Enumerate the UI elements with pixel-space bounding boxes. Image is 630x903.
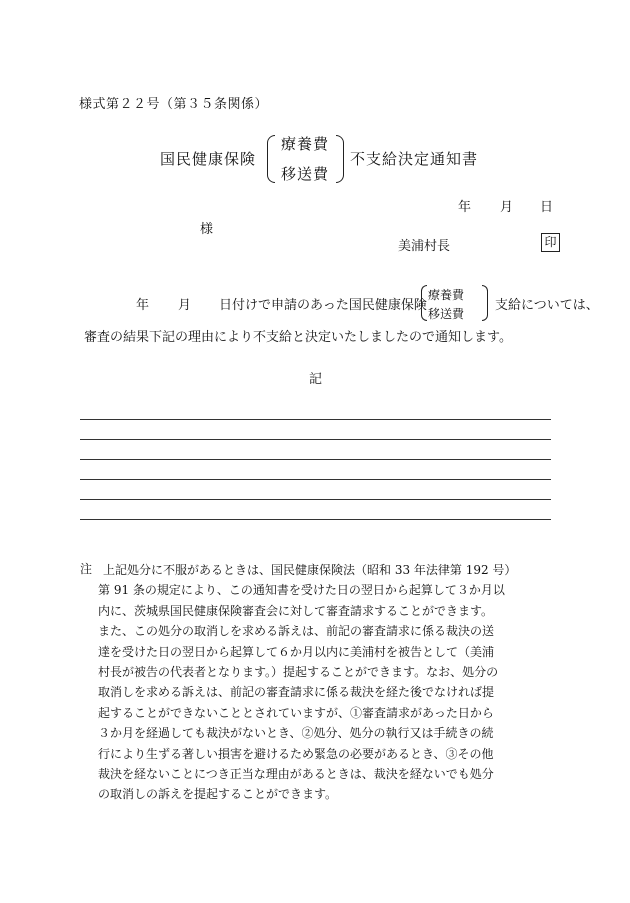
- date-year-label: 年: [458, 200, 472, 215]
- note-line: 起することができないこととされていますが、①審査請求があった日から: [98, 705, 494, 720]
- title-prefix: 国民健康保険: [160, 150, 257, 168]
- note-line: 行により生ずる著しい損害を避けるため緊急の必要があるとき、③その他: [98, 746, 494, 761]
- date-month-label: 月: [500, 200, 514, 215]
- reason-line: [80, 519, 551, 520]
- title-option-medical-expense: 療養費: [281, 135, 330, 153]
- note-line: 上記処分に不服があるときは、国民健康保険法（昭和 33 年法律第 192 号）: [103, 563, 517, 577]
- body-right-brace: [482, 285, 488, 321]
- reason-line: [80, 499, 551, 500]
- reason-line: [80, 439, 551, 440]
- body-line-2: 審査の結果下記の理由により不支給と決定いたしましたので通知します。: [84, 330, 512, 345]
- sender-title: 美浦村長: [398, 239, 451, 254]
- reason-line: [80, 419, 551, 420]
- note-line: また、この処分の取消しを求める訴えは、前記の審査請求に係る裁決の送: [98, 624, 495, 639]
- reason-line: [80, 479, 551, 480]
- title-suffix: 不支給決定通知書: [350, 150, 479, 168]
- title-option-transport-expense: 移送費: [281, 165, 330, 183]
- body-year-label: 年: [136, 298, 150, 313]
- note-line: 内に、茨城県国民健康保険審査会に対して審査請求することができます。: [98, 603, 494, 618]
- note-line: ３か月を経過しても裁決がないとき、②処分、処分の執行又は手続きの続: [98, 726, 494, 741]
- title-right-brace: [336, 135, 344, 183]
- reason-lines: [80, 419, 551, 539]
- note-line: 第 91 条の規定により、この通知書を受けた日の翌日から起算して３か月以: [98, 583, 505, 598]
- body-text-before: 日付けで申請のあった国民健康保険: [219, 298, 427, 313]
- ki-heading: 記: [309, 372, 323, 387]
- seal-stamp-box: 印: [541, 233, 560, 252]
- body-month-label: 月: [178, 298, 192, 313]
- body-text-after: 支給については、: [495, 298, 599, 313]
- date-day-label: 日: [540, 200, 554, 215]
- note-line: 取消しを求める訴えは、前記の審査請求に係る裁決を経た後でなければ提: [98, 685, 495, 700]
- body-left-brace: [421, 285, 427, 321]
- note-line: 達を受けた日の翌日から起算して６か月以内に美浦村を被告として（美浦: [98, 644, 495, 659]
- form-number: 様式第２２号（第３５条関係）: [79, 97, 269, 112]
- note-line: 裁決を経ないことにつき正当な理由があるときは、裁決を経ないでも処分: [98, 766, 494, 781]
- note-label: 注: [80, 562, 93, 576]
- body-option-transport-expense: 移送費: [428, 307, 465, 321]
- note-text: [98, 560, 563, 805]
- reason-line: [80, 459, 551, 460]
- body-option-medical-expense: 療養費: [428, 288, 465, 302]
- note-line: 村長が被告の代表者となります。）提起することができます。なお、処分の: [98, 664, 499, 679]
- addressee-suffix: 様: [200, 222, 214, 237]
- title-left-brace: [267, 135, 275, 183]
- note-line: の取消しの訴えを提起することができます。: [98, 787, 338, 802]
